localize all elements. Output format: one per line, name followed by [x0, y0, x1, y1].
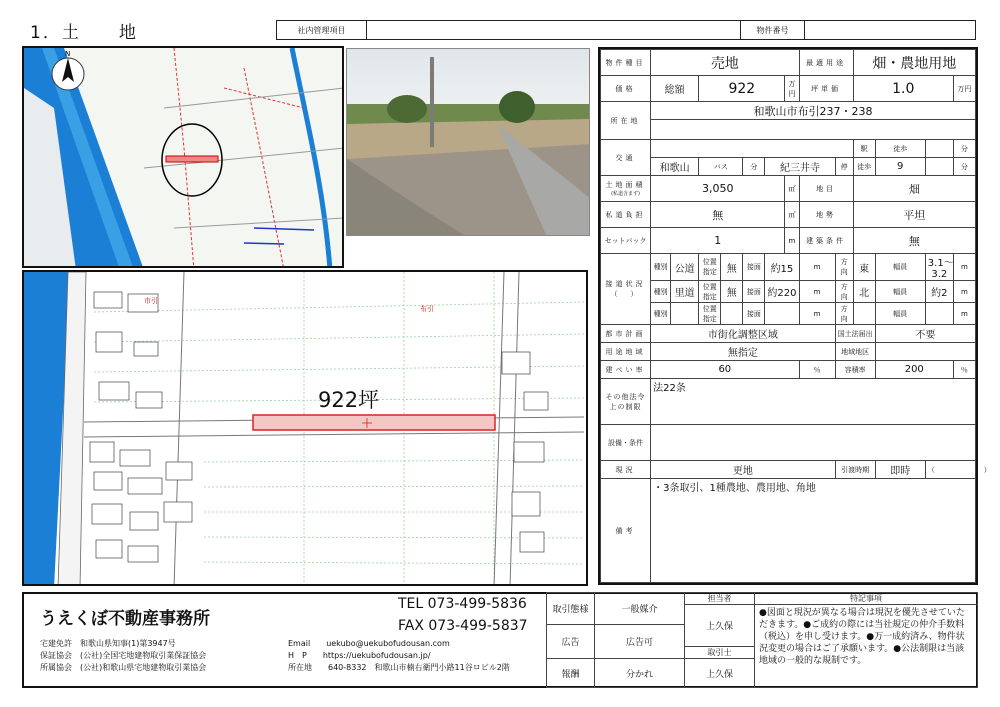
handover-paren: （ ） [925, 461, 975, 479]
compensation-label: 報酬 [547, 659, 595, 688]
road1-width: 3.1〜3.2 [925, 254, 953, 281]
facilities-label: 設備・条件 [601, 425, 651, 461]
road3-direction [853, 303, 875, 325]
header-table [276, 20, 976, 40]
special-label: 特記事項 [755, 593, 978, 605]
remarks-label: 備考 [601, 479, 651, 583]
road3-contact [765, 303, 799, 325]
road1-kind: 公道 [671, 254, 699, 281]
far-unit: ％ [953, 361, 975, 379]
terrain-label: 地勢 [799, 202, 853, 228]
use-label: 最適用途 [799, 50, 853, 76]
road3-direction-label: 方向 [835, 303, 853, 325]
property-no-label: 物件番号 [741, 21, 805, 40]
other-law-label: その他法令上の制限 [601, 379, 651, 425]
town-label-2: 布引 [420, 305, 434, 313]
land-area-sub: (私道含まず) [611, 191, 640, 197]
zoning-value: 無指定 [651, 343, 835, 361]
road1-direction-label: 方向 [835, 254, 853, 281]
price-value: 922 [699, 76, 785, 102]
price-total-label: 総額 [651, 76, 699, 102]
site-map [22, 270, 588, 586]
page-title: 1．土 地 [30, 23, 138, 43]
far-value: 200 [875, 361, 953, 379]
staff-label: 担当者 [685, 593, 755, 605]
tsubo-label: 坪単価 [799, 76, 853, 102]
road1-designated-label: 位置指定 [699, 254, 721, 281]
location-value: 和歌山市布引237・238 [651, 102, 976, 120]
building-cond-value: 無 [853, 228, 975, 254]
access-label [601, 254, 651, 325]
other-law-value: 法22条 [651, 379, 976, 425]
price-label: 価格 [601, 76, 651, 102]
town-label-1: 市引 [144, 297, 158, 305]
setback-label: セットバック [601, 228, 651, 254]
line-value: 和歌山 [651, 158, 699, 176]
road1-direction: 東 [853, 254, 875, 281]
road1-contact: 約15 [765, 254, 799, 281]
stop-label: 停 [835, 158, 853, 176]
bus-label: バス [699, 158, 743, 176]
road2-unit2: m [953, 281, 975, 303]
road2-kind: 里道 [671, 281, 699, 303]
land-area-value: 3,050 [651, 176, 785, 202]
road3-contact-label: 接面 [743, 303, 765, 325]
traffic-label: 交通 [601, 140, 651, 176]
deal-label: 取引態様 [547, 593, 595, 625]
private-road-label: 私道負担 [601, 202, 651, 228]
stop-walk-label: 徒歩 [853, 158, 875, 176]
site-photo [346, 48, 590, 236]
road2-direction: 北 [853, 281, 875, 303]
land-area-label [601, 176, 651, 202]
building-cond-label: 建築条件 [799, 228, 853, 254]
deal-info-table [546, 592, 978, 688]
road2-contact-label: 接面 [743, 281, 765, 303]
access-sub: （ ） [610, 290, 641, 298]
stop-walk-min: 9 [875, 158, 925, 176]
current-value: 更地 [651, 461, 835, 479]
company-name: うえくぼ不動産事務所 [40, 609, 210, 629]
company-license: 宅建免許 和歌山県知事(1)第3947号 [40, 639, 176, 648]
current-label: 現況 [601, 461, 651, 479]
location-map [22, 46, 344, 268]
remarks-value: ・3条取引、1種農地、農用地、角地 [651, 479, 976, 583]
road3-kind-label: 種別 [651, 303, 671, 325]
private-road-unit: ㎡ [785, 202, 799, 228]
road3-width-label: 幅員 [875, 303, 925, 325]
road1-contact-label: 接面 [743, 254, 765, 281]
compensation-value: 分かれ [595, 659, 685, 688]
far-label: 容積率 [835, 361, 875, 379]
land-law-value: 不要 [875, 325, 975, 343]
road3-kind [671, 303, 699, 325]
use-value: 畑・農地用地 [853, 50, 975, 76]
staff-value: 上久保 [685, 605, 755, 647]
road2-width-label: 幅員 [875, 281, 925, 303]
svg-text:N: N [65, 50, 71, 58]
district-value [875, 343, 975, 361]
road1-unit2: m [953, 254, 975, 281]
special-notes: ●図面と現況が異なる場合は現況を優先させていただきます。●ご成約の際には当社規定の仲介手数料（税込）を申し受けます。●万一成約済み、物件状況変更の場合はご了承願います。●公法制限は当該地域の一般的な規制です。 [755, 605, 978, 688]
city-plan-label: 都市計画 [601, 325, 651, 343]
bcr-value: 60 [651, 361, 799, 379]
company-email: Email uekubo@uekubofudousan.com [288, 639, 450, 648]
road2-designated-label: 位置指定 [699, 281, 721, 303]
terrain-value: 平坦 [853, 202, 975, 228]
company-assoc2: 所属協会 (公社)和歌山県宅地建物取引業協会 [40, 663, 207, 672]
trader-label: 取引士 [685, 647, 755, 659]
property-no-value [805, 21, 976, 40]
access-label-text: 接道状況 [605, 280, 646, 288]
location-label: 所在地 [601, 102, 651, 140]
company-address: 所在地 640-8332 和歌山市楠右衛門小路11谷ロビル2階 [288, 663, 510, 672]
ad-label: 広告 [547, 625, 595, 659]
internal-label: 社内管理項目 [277, 21, 367, 40]
stop-value: 紀三井寺 [765, 158, 835, 176]
road1-kind-label: 種別 [651, 254, 671, 281]
tsubo-unit: 万円 [953, 76, 975, 102]
handover-label: 引渡時期 [835, 461, 875, 479]
land-law-label: 国土法届出 [835, 325, 875, 343]
road3-unit1: m [799, 303, 835, 325]
company-hp: H P https://uekubofudousan.jp/ [288, 651, 431, 660]
road1-width-label: 幅員 [875, 254, 925, 281]
min-label: 分 [953, 140, 975, 158]
chimoku-value: 畑 [853, 176, 975, 202]
zoning-label: 用途地域 [601, 343, 651, 361]
company-assoc1: 保証協会 (公社)全国宅地建物取引業保証協会 [40, 651, 207, 660]
road1-designated: 無 [721, 254, 743, 281]
facilities-value [651, 425, 976, 461]
bcr-label: 建ぺい率 [601, 361, 651, 379]
setback-unit: m [785, 228, 799, 254]
deal-value: 一般媒介 [595, 593, 685, 625]
company-fax: FAX 073-499-5837 [398, 618, 528, 634]
bcr-unit: ％ [799, 361, 835, 379]
land-area-unit: ㎡ [785, 176, 799, 202]
stop-min-label: 分 [953, 158, 975, 176]
internal-value [367, 21, 741, 40]
road2-kind-label: 種別 [651, 281, 671, 303]
bus-min: 分 [743, 158, 765, 176]
handover-value: 即時 [875, 461, 925, 479]
trader-value: 上久保 [685, 659, 755, 688]
road2-unit1: m [799, 281, 835, 303]
company-tel: TEL 073-499-5836 [398, 596, 527, 612]
road3-unit2: m [953, 303, 975, 325]
road2-contact: 約220 [765, 281, 799, 303]
price-unit: 万円 [785, 76, 799, 102]
district-label: 地域地区 [835, 343, 875, 361]
property-spec-table [598, 47, 991, 585]
road3-designated-label: 位置指定 [699, 303, 721, 325]
chimoku-label: 地目 [799, 176, 853, 202]
station-label: 駅 [853, 140, 875, 158]
walk-label: 徒歩 [875, 140, 925, 158]
ad-value: 広告可 [595, 625, 685, 659]
tsubo-value: 1.0 [853, 76, 953, 102]
road2-width: 約2 [925, 281, 953, 303]
area-label: 922坪 [318, 388, 380, 412]
land-area-label-text: 土地面積 [605, 181, 646, 189]
type-label: 物件種目 [601, 50, 651, 76]
setback-value: 1 [651, 228, 785, 254]
road2-designated: 無 [721, 281, 743, 303]
road2-direction-label: 方向 [835, 281, 853, 303]
company-info [28, 596, 538, 680]
road3-width [925, 303, 953, 325]
road3-designated [721, 303, 743, 325]
type-value: 売地 [651, 50, 799, 76]
private-road-value: 無 [651, 202, 785, 228]
city-plan-value: 市街化調整区域 [651, 325, 835, 343]
road1-unit1: m [799, 254, 835, 281]
